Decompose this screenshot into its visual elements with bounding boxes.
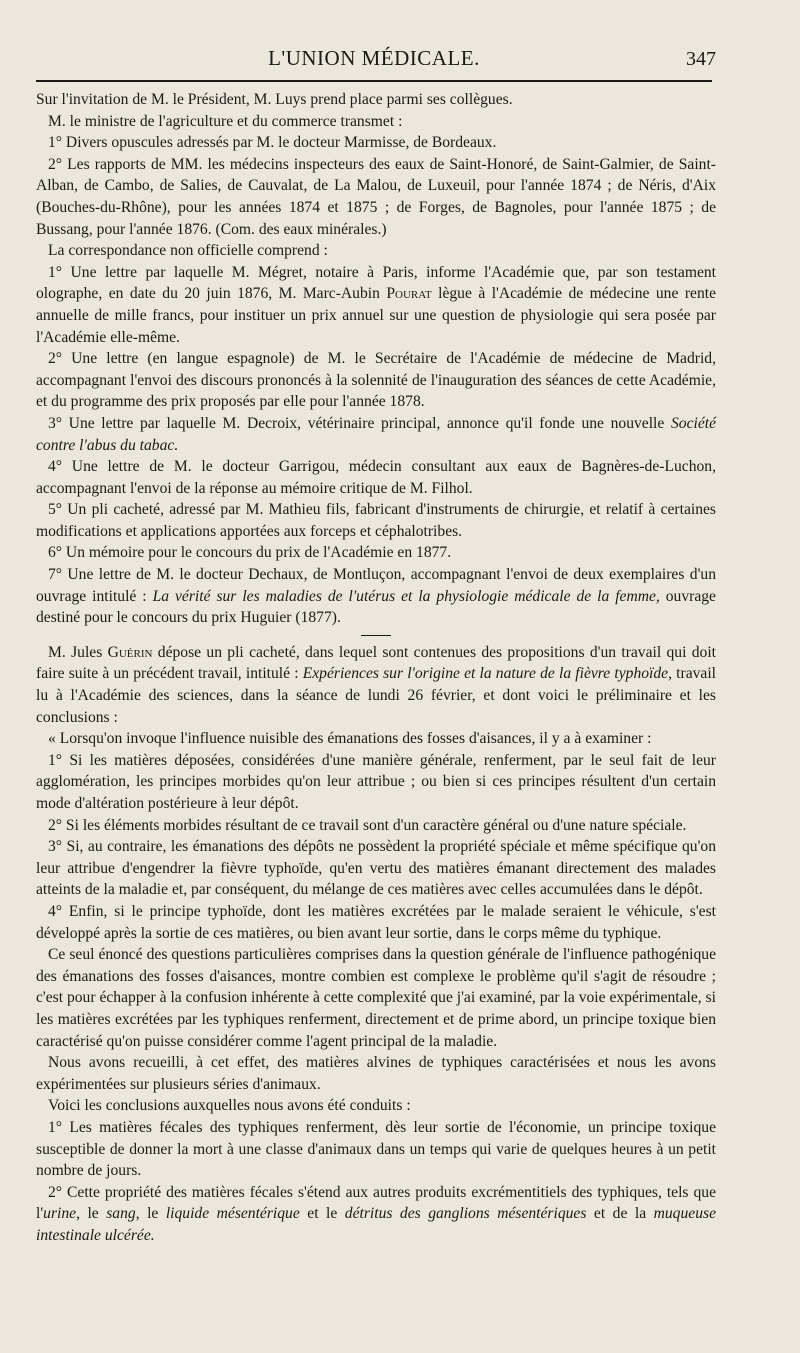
paragraph — [36, 542, 716, 564]
text-run: et le — [299, 1205, 345, 1223]
text-run: 2° Si les éléments morbides résultant de ce travail sont d'un caractère général ou d'une nature spéciale. — [48, 816, 687, 834]
paragraph — [36, 1052, 716, 1095]
text-run: 3° Si, au contraire, les émanations des dépôts ne possèdent la propriété spéciale et même spécifique qu'on leur attribue d'engendrer la fièvre typhoïde, qu'en vertu des matières émanant directement des malades atteints de la maladie et, par conséquent, du mélange de ces matières avec celles accumulées dans le dépôt. — [36, 838, 716, 899]
paragraph — [36, 815, 716, 837]
paragraph — [36, 348, 716, 413]
paragraph — [36, 111, 716, 133]
text-run: « Lorsqu'on invoque l'influence nuisible des émanations des fosses d'aisances, il y a à examiner : — [48, 730, 652, 748]
italic-text: La vérité sur les maladies de l'utérus et la physiologie médicale de la femme, — [152, 587, 660, 605]
paragraph — [36, 499, 716, 542]
paragraph — [36, 89, 716, 111]
text-run: , travail lu à l'Académie des sciences, dans la séance de lundi 26 février, et dont voici le préliminaire et les conclusions : — [36, 665, 716, 726]
text-run: M. le ministre de l'agriculture et du commerce transmet : — [48, 112, 403, 130]
paragraph — [36, 1182, 716, 1247]
text-run: M. Jules — [48, 643, 108, 661]
text-run: 3° Une lettre par laquelle M. Decroix, vétérinaire principal, annonce qu'il fonde une nouvelle — [48, 414, 671, 432]
text-run: 1° Si les matières déposées, considérées d'une manière générale, renferment, par le seul fait de leur agglomération, les principes morbides qu'on leur attribue ; ou bien si ces principes résultent d'un certain mode d'altération postérieure à leur dépôt. — [36, 751, 716, 812]
text-run: 4° Enfin, si le principe typhoïde, dont les matières excrétées par le malade seraient le véhicule, s'est développé après la sortie de ces matières, ou bien avant leur sortie, dans le corps même du typhique. — [36, 902, 716, 942]
text-run: 1° Les matières fécales des typhiques renferment, dès leur sortie de l'économie, un principe toxique susceptible de donner la mort à une classe d'animaux dans un temps qui varie de quelques heures à un petit nombre de jours. — [36, 1118, 716, 1180]
page-header — [36, 44, 716, 80]
text-run: et de la — [586, 1205, 654, 1223]
italic-text: urine — [43, 1205, 77, 1223]
italic-text: Société contre l'abus du tabac. — [36, 414, 716, 454]
text-run: Ce seul énoncé des questions particulières comprises dans la question générale de l'influence pathogénique des émanations des fosses d'aisances, montre combien est complexe le problème qu'il s'agit de résoudre ; c'est pour échapper à la confusion inhérente à cette complexité que j'ai examiné, par la voie expérimentale, si les matières excrétées par les typhiques renferment, directement et de prime abord, un principe toxique bien caractérisé qu'on puisse considérer comme l'agent principal de la maladie. — [36, 946, 716, 1050]
text-run: , le — [76, 1205, 107, 1223]
italic-text: muqueuse intestinale ulcérée. — [36, 1205, 716, 1244]
text-run: 1° Une lettre par laquelle M. Mégret, notaire à Paris, informe l'Académie que, par son testament olographe, en date du 20 juin 1876, M. Marc-Aubin — [36, 263, 716, 303]
text-run: , le — [135, 1205, 166, 1223]
italic-text: sang — [106, 1205, 136, 1223]
text-run: 5° Un pli cacheté, adressé par M. Mathieu fils, fabricant d'instruments de chirurgie, et relatif à certaines modifications et applications apportées aux forceps et céphalotribes. — [36, 501, 716, 540]
text-run: 4° Une lettre de M. le docteur Garrigou, médecin consultant aux eaux de Bagnères-de-Luchon, accompagnant l'envoi de la réponse au mémoire critique de M. Filhol. — [36, 458, 716, 497]
text-run: Nous avons recueilli, à cet effet, des matières alvines de typhiques caractérisées et nous les avons expérimentées sur plusieurs séries d'animaux. — [36, 1054, 716, 1093]
small-caps-name: Guérin — [107, 643, 153, 661]
small-caps-name: Pourat — [386, 285, 432, 303]
paragraph — [36, 1117, 716, 1182]
text-run: 2° Cette propriété des matières fécales s'étend aux autres produits excrémentitiels des typhiques, tels que l' — [36, 1183, 716, 1223]
text-run: 7° Une lettre de M. le docteur Dechaux, de Montluçon, accompagnant l'envoi de deux exemplaires d'un ouvrage intitulé : — [36, 566, 716, 605]
text-run: 6° Un mémoire pour le concours du prix de l'Académie en 1877. — [48, 544, 452, 562]
running-title: L'UNION MÉDICALE. — [268, 46, 480, 70]
paragraph — [36, 901, 716, 944]
text-run: dépose un pli cacheté, dans lequel sont contenues des propositions d'un travail qui doit faire suite à un précédent travail, intitulé : — [36, 643, 717, 683]
text-run: 2° Les rapports de MM. les médecins inspecteurs des eaux de Saint-Honoré, de Saint-Galmier, de Saint-Alban, de Cambo, de Salies, de Cauvalat, de La Malou, de Luxeuil, pour l'année 1874 ; de Néris, d'Aix (Bouches-du-Rhône), pour les années 1874 et 1875 ; de Forges, de Bagnoles, pour l'année 1875 ; de Bussang, pour l'année 1876. (Com. des eaux minérales.) — [36, 155, 716, 238]
header-rule — [36, 80, 712, 82]
page-number: 347 — [686, 48, 716, 70]
text-run: Sur l'invitation de M. le Président, M. Luys prend place parmi ses collègues. — [36, 91, 513, 108]
section-separator — [361, 635, 391, 636]
italic-text: détritus des ganglions mésentériques — [344, 1205, 587, 1223]
paragraph — [36, 413, 716, 456]
text-run: 1° Divers opuscules adressés par M. le docteur Marmisse, de Bordeaux. — [48, 134, 497, 152]
paragraph — [36, 642, 716, 728]
paragraph — [36, 456, 716, 499]
paragraph — [36, 1095, 716, 1117]
paragraph — [36, 240, 716, 262]
text-run: 2° Une lettre (en langue espagnole) de M. le Secrétaire de l'Académie de médecine de Madrid, accompagnant l'envoi des discours prononcés à la solennité de l'inauguration des séances de cette Académie, et du programme des prix proposés par elle pour l'année 1878. — [36, 350, 716, 411]
text-run: lègue à l'Académie de médecine une rente annuelle de mille francs, pour instituer un prix annuel sur une question de physiologie qui sera posée par l'Académie elle-même. — [36, 285, 716, 346]
text-run: Voici les conclusions auxquelles nous avons été conduits : — [48, 1097, 411, 1115]
body-text — [36, 89, 716, 1246]
italic-text: Expériences sur l'origine et la nature de la fièvre typhoïde — [302, 665, 669, 683]
paragraph — [36, 836, 716, 901]
paragraph — [36, 944, 716, 1052]
text-run: La correspondance non officielle comprend : — [48, 242, 328, 260]
paragraph — [36, 132, 716, 154]
paragraph — [36, 262, 716, 348]
paragraph — [36, 750, 716, 815]
italic-text: liquide mésentérique — [165, 1205, 300, 1223]
paragraph — [36, 564, 716, 629]
paragraph — [36, 728, 716, 750]
text-run: ouvrage destiné pour le concours du prix Huguier (1877). — [36, 587, 716, 627]
paragraph — [36, 154, 716, 240]
